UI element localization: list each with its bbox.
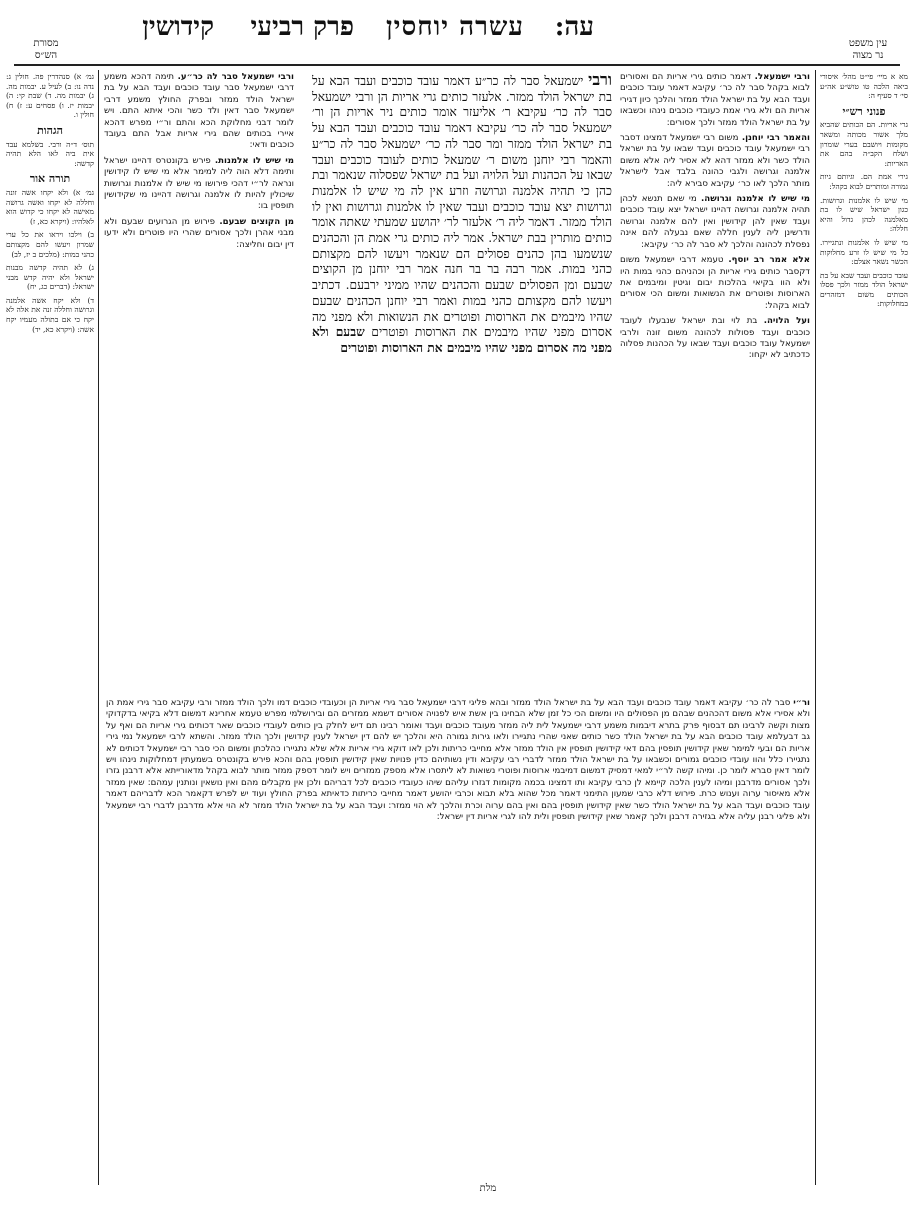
ein-mishpat-entry: גירי אמת הם. וגיותם גיות גמורה ומותרים לבוא בקהל: [820, 172, 908, 191]
torah-or-entry: ב) וילכו ויראו את כל ערי שמרון ויעשו להם מקצותם כהני במות: (מלכים ב יז, לב) [6, 230, 94, 259]
ein-mishpat-entry: עובד כוכבים ועבד שבא על בת ישראל הולד ממזר ולכך פסלו הכותים משום דמזהרים במחלוקות: [820, 270, 908, 309]
tosafot-column [104, 72, 294, 694]
right-margin-rule [815, 70, 816, 1185]
opening-word: ורבי [588, 72, 612, 89]
rashi-column [620, 72, 810, 694]
gemara-column [312, 72, 612, 694]
rashi-heading: ועל הלויה. [763, 316, 810, 327]
commentary-text: ועבד הבא על בת ישראל הולד ממזר לא הוי אלא מדרבנן לדברי רבי ישמעאל ולא פליגי רבנן עליה אלא בגזירה דרבנן ולכך קאמר שאין קידושין תופסין ולית להו לגרי אריות דין ישראל: [106, 800, 810, 823]
torah-or-entry: ג) לא תהיה קדשה מבנות ישראל ולא יהיה קדש מבני ישראל: (דברים כג, יח) [6, 263, 94, 292]
rashi-heading: והאמר רבי יוחנן. [741, 133, 810, 144]
ein-mishpat-entry: מי שיש לו אלמנות וגרושות. כגון ישראל שיש לו בת מאלמנה לכהן גדול והיא חללה: [820, 195, 908, 234]
left-margin-rule [98, 70, 99, 1185]
hagahot-entry: תוס׳ ד״ה ורבי. בשלמא עבד אית ביה לאו הלא תהיה קדשה: [6, 139, 94, 168]
rashi-heading: מי שיש לו אלמנה וגרושה. [701, 194, 810, 205]
commentary-text: ומיהו קשה לר״י למאי דמסיק דמשום דמיבמי ארוסות ופוטרי נשואות לא ליתסרו אלא מספק ממזרים ויש לומר דספק ממזר מותר לבוא בקהל מדאורייתא אלא דרבנן גזרו ולכך אסורים מדרבנן ומיהו לענין הלכה קיימא לן כרבי עקיבא ותו דמצינו בכמה מקומות דגזרו עליהם שיהו כעובדי כוכבים לכל דבריהם ולכן אין מקבלים מהם ואין נושאין ונותנין עמהם: [106, 766, 810, 788]
commentary-text: שאין ממזר אלא מאיסור ערוה וענוש כרת. פירוש דלא כרבי שמעון התימני דאמר מכל שהוא בלא תבוא וכרבי יהושע דאמר מחייבי כריתות כדאיתא בפרק החולץ ועוד יש לפרש דקאמר הכא לדבריהם דאמר עובד כוכבים ועבד הבא על בת ישראל הולד כשר שאין קידושין תופסין בהם ואין בהם ערוה וכרת והלכך לא הוי ממזר: [106, 777, 810, 811]
page-signature: מלת [479, 1183, 497, 1194]
commentary-text: והשתא לרבי ישמעאל נמי גירי אריות הם ובעי למימר שאין קידושין תופסין בהם דאי קידושין תופסין אין הולד ממזר אלא מחייבי כריתות ולכן לאו דוקא גירי אריות אלא שלא נתגיירו כהלכתן ומשום הכי סבר רבי ישמעאל דכותים לא נתגיירו כלל והוו עובדי כוכבים גמורים וכשבאו על בת ישראל הולד ממזר לדברי רבי עקיבא ודין נשותיהם כדין פנויות שאין קידושין תופסין בהם והכא פירש בקונטרס בשמעתין דמחלוקות נינהו ויש לומר דאין סברא לומר כן. [106, 732, 810, 777]
rashi-text: מי שאם תנשא לכהן תהיה אלמנה וגרושה דהיינו ישראל יצא עובד כוכבים ועבד שאין להן קידושין ואין להם אלמנה וגרושה ודרשינן ליה לענין חללה שאם נבעלה להם אינה נפסלת לכהונה והלכך לא סבר לה כר׳ עקיבא: [620, 194, 810, 250]
tosafot-text: פירוש מן הגרועים שבעם ולא מבני אהרן ולכך אסורים שהרי היו פוטרים ולא ידעו דין יבום וחליצה: [104, 216, 294, 250]
masoret-heading: מסורת הש״ס [33, 38, 59, 61]
tosafot-text: פירש בקונטרס דהיינו ישראל ותימה דלא הוה ליה למימר אלא מי שיש לו קידושין ונראה לר״י דהכי פירושו מי שיש לו אלמנות וגרושות שיכולין להיות לו אלמנה וגרושה דהיינו מי שקידושין תופסין בו: [104, 155, 294, 212]
ein-mishpat-entry: מי שיש לו אלמנות ונתגיירו. כל מי שיש לו זרע מחלוקות הכשר נשאר אצלם: [820, 237, 908, 267]
commentary-lead: ור״י [793, 698, 810, 708]
rashi-text: בת לוי ובת ישראל שנבעלו לעובד כוכבים ועבד פסולות לכהונה משום זונה ולרבי ישמעאל עובד כוכבים ועבד שבאו על הכהנות פסלוה כדכתיב לא יקחו: [620, 316, 810, 361]
commentary-text: סבר לה כר׳ עקיבא דאמר עובד כוכבים ועבד הבא על בת ישראל הולד ממזר ובהא פליגי דרבי ישמעאל סבר גירי אריות הן וכעובדי כוכבים דמו ולכך הולד ממזר ורבי עקיבא סבר גירי אמת הן ולא אסירי אלא משום דהכהנים שבהם מן הפסולים היו ומשום הכי כל זמן שלא הבחינו בין אשת איש לפנויה אסורים דשמא ממזרים הם ובירושלמי מפרש טעמא אחרינא דמשום דלא בקיאי בדקדוקי מצות וקשה לרבינו תם דבסוף פרק בתרא דיבמות משמע דרבי ישמעאל לית ליה ממזר מעובד כוכבים ועבד ואומר רבינו תם דיש לחלק בין כותים לעובדי כוכבים שאר דכותים גירי אריות הם ואף על גב דבעלמא עובד כוכבים הבא על בת ישראל הולד כשר כותים שאני שהרי נתגיירו ולאו גירות גמורה היא והלכך יש להם דין ישראל לענין קידושין ולכך הולד ממזר. [106, 698, 810, 743]
ein-mishpat-column [820, 72, 908, 672]
page-header [0, 10, 914, 62]
tosafot-heading: מי שיש לו אלמנות. [214, 155, 294, 166]
rashi-text: דאמר כותים גירי אריות הם ואסורים לבוא בקהל סבר לה כר׳ עקיבא דאמר עובד כוכבים ועבד הבא על בת ישראל הולד ממזר והלכך כיון דגירי אריות הם ולא גירי אמת כעובדי כוכבים נינהו וכשבאו על בת ישראל הולד ממזר ולכך אסורים: [620, 72, 810, 128]
ein-mishpat-entry: גרי אריות. הם הכותים שהביא מלך אשור מכותה ומשאר מקומות ויושבם בערי שומרון ושלח הקב״ה בהם את האריות: [820, 120, 908, 168]
hagahot-heading: הגהות [37, 123, 63, 137]
rashi-pointers-heading: פנוני רש״י [842, 104, 886, 118]
masoret-column [6, 72, 94, 692]
folio-number: עה: [554, 12, 594, 42]
rashi-text: טעמא דרבי ישמעאל משום דקסבר כותים גירי אריות הן וכהניהם כהני במות היו ולא הוו בקיאי בהלכות יבום וגיטין ומיבמים את הארוסות ופוטרים את הנשואות ומשום הכי אסורים לבוא בקהל: [620, 255, 810, 311]
tosafot-heading: מן הקוצים שבעם. [219, 216, 294, 227]
tractate-name: קידושין [142, 12, 214, 42]
gemara-closing-phrase: שבעם ולא מפני מה אסרום מפני שהיו מיבמים את הארוסות ופוטרים [312, 325, 612, 355]
torah-or-heading: תורה אור [29, 172, 71, 186]
masoret-entry: גמ׳ א) סנהדרין פה. חולין ג: נדה נו: ב) לעיל ע. יבמות מה. ג) יבמות מה. ד) שבת קי: ה) יבמות יז. ו) פסחים ע: ז) ח) חולין ו. [6, 72, 94, 120]
rashi-text: משום רבי ישמעאל דמצינו דסבר רבי ישמעאל עובד כוכבים ועבד שבאו על בת ישראל הולד כשר ולא ממזר דהא לא אסיר ליה אלא משום אלמנה וגרושה ולגבי כהונה בלבד אבל לישראל מותר הלכך לאו כר׳ עקיבא סבירא ליה: [620, 133, 810, 189]
rashi-heading: ורבי ישמעאל. [754, 72, 810, 82]
chapter-label: פרק רביעי [250, 12, 354, 42]
page-title: עשרה יוחסין [386, 12, 524, 42]
gemara-text: ישמעאל סבר לה כר״ע דאמר עובד כוכבים ועבד הבא על בת ישראל הולד ממזר. אלעזר כותים גרי אריות הן ורבי ישמעאל סבר לה כר׳ עקיבא ר׳ אליעזר אומר כותים ניר אריות הן ור׳ ישמעאל סבר לה כר׳ עקיבא דאמר עובד כוכבים ועבד הבא על בת ישראל הולד ממזר ומר סבר לה כר׳ ישמעאל סבר לה כר״ע והאמר רבי יוחנן משום ר׳ שמעאל כותים לעובד כוכבים ועבד שבאו על הכהנות ועל הלויה ועל בת ישראל שפסלוה שנאמר ובת כהן כי תהיה אלמנה וגרושה וזרע אין לה מי שיש לו אלמנות וגרושות יצא עובד כוכבים ועבד שאין לו אלמנות וגרושות ואין לו הולד ממזר. דאמר ליה ר׳ אלעזר לר׳ יהושע שמעתי שאתה אומר כותים מותרין בבת ישראל. אמר ליה כותים גרי אמת הן והכהנים שנשמעו בהן כהנים פסולים הם שנאמר ויעשו להם מקצותם כהני במות. אמר רבה בר בר חנה אמר רבי יוחנן מן הקוצים שבעם ומן הפסולים שבעם והכהנים שהיו ממיני ירבעם. דכתיב ויעשו להם מקצותם כהני במות ואמר רבי יוחנן הכהנים שבעם שהיו מיבמים את הארוסות ופוטרים את הנשואות ולא מפני מה אסרום מפני שהיו מיבמים את הארוסות ופוטרים [312, 74, 612, 340]
header-rule [14, 64, 900, 66]
tosafot-text: תימה דהכא משמע דרבי ישמעאל סבר עובד כוכבים ועבד הבא על בת ישראל הולד ממזר ובפרק החולץ משמע דרבי ישמעאל סבר דאין ולד כשר והכי איתא התם. ויש לומר דבני מחלוקת הכא והתם ור״י מפרש דהכא איירי בכותים שהם גירי אריות אבל התם בעובד כוכבים ודאי: [104, 72, 294, 151]
ein-mishpat-entry: מא א מיי׳ פי״ט מהל׳ איסורי ביאה הלכה טו טוש״ע אה״ע סי׳ ד סעיף ה: [820, 72, 908, 101]
bottom-commentary [106, 698, 810, 1168]
torah-or-entry: גמ׳ א) ולא יקחו אשה זונה וחללה לא יקחו ואשה גרושה מאישה לא יקחו כי קדוש הוא לאלהיו: (ויקרא כא, ז) [6, 187, 94, 226]
ein-mishpat-heading: עין משפט נר מצוה [848, 38, 888, 61]
tosafot-heading: ורבי ישמעאל סבר לה כר״ע. [177, 72, 294, 82]
rashi-heading: אלא אמר רב יוסף. [728, 255, 810, 266]
torah-or-entry: ד) ולא יקח אשה אלמנה וגרושה וחללה זנה את אלה לא יקח כי אם בתולה מעמיו יקח אשה: (ויקרא כא, יד) [6, 295, 94, 334]
